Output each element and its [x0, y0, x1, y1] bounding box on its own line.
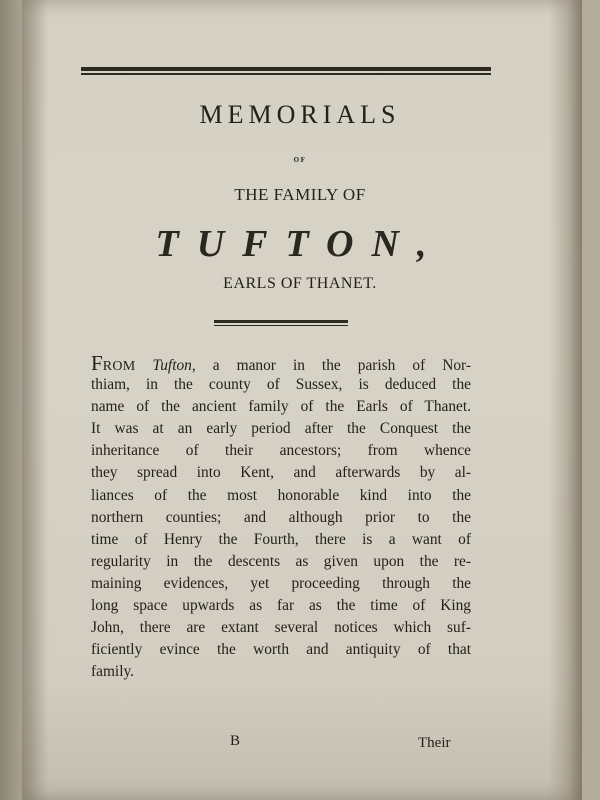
- section-rule: [214, 320, 348, 328]
- body-last-line: family.: [91, 663, 135, 681]
- title-earls: EARLS OF THANET.: [223, 275, 377, 292]
- body-line: regularity in the descents as given upon the re-: [91, 552, 471, 570]
- title-of: OF: [293, 156, 307, 164]
- section-rule-thin: [214, 325, 348, 326]
- body-paragraph: [91, 352, 471, 683]
- title-family-of: THE FAMILY OF: [234, 185, 366, 204]
- body-line-1-rest: a manor in the parish of Nor-: [212, 357, 471, 374]
- drop-cap: F: [91, 351, 103, 375]
- body-line: maining evidences, yet proceeding through the: [91, 574, 471, 592]
- body-line: long space upwards as far as the time of King: [91, 597, 471, 615]
- signature-mark: B: [230, 733, 241, 749]
- body-line: It was at an early period after the Conquest the: [91, 420, 471, 438]
- body-line: time of Henry the Fourth, there is a want of: [91, 530, 471, 548]
- top-rule-thick: [81, 67, 491, 71]
- body-line: northern counties; and although prior to the: [91, 508, 471, 526]
- body-line-1: [91, 352, 471, 374]
- small-caps-word: ROM: [102, 359, 136, 374]
- body-line: they spread into Kent, and afterwards by al-: [91, 464, 471, 482]
- title-memorials: MEMORIALS: [199, 100, 401, 129]
- top-double-rule: [81, 67, 491, 76]
- body-line: inheritance of their ancestors; from whence: [91, 442, 471, 460]
- catchword: Their: [418, 735, 451, 751]
- section-rule-thick: [214, 320, 348, 323]
- body-line: ficiently evince the worth and antiquity of that: [91, 641, 471, 659]
- title-family-name: TUFTON,: [155, 223, 445, 265]
- body-line: John, there are extant several notices which suf-: [91, 619, 471, 637]
- body-line: thiam, in the county of Sussex, is deduced the: [91, 376, 471, 394]
- body-line: name of the ancient family of the Earls of Thanet.: [91, 398, 471, 416]
- italic-place-name: Tufton,: [152, 357, 196, 374]
- top-rule-thin: [81, 73, 491, 75]
- body-line: liances of the most honorable kind into the: [91, 486, 471, 504]
